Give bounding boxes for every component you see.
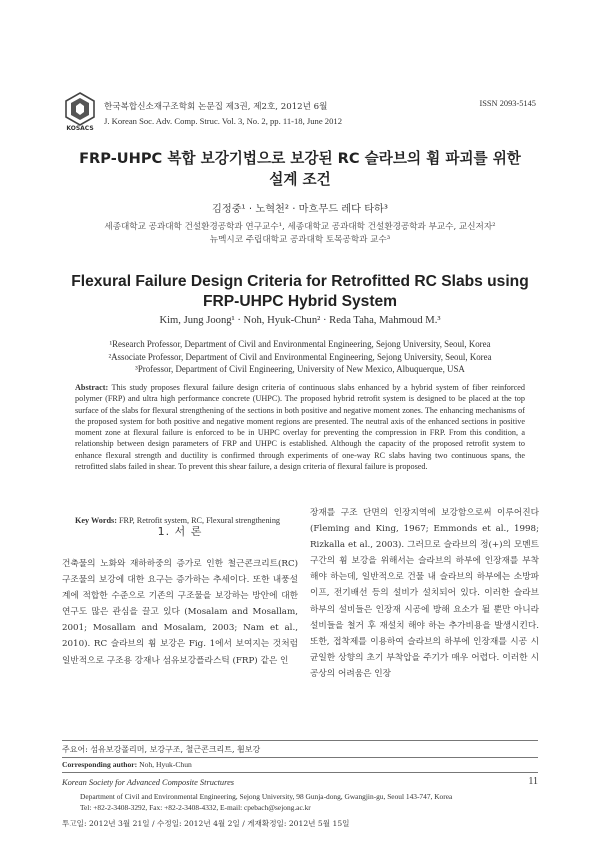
affiliations-kr bbox=[40, 221, 560, 246]
logo-label: KOSACS bbox=[66, 125, 94, 132]
affiliation-kr-line2: 뉴멕시코 주립대학교 공과대학 토목공학과 교수³ bbox=[209, 234, 391, 245]
corresponding-author-label: Corresponding author: bbox=[62, 760, 138, 769]
paper-title-kr bbox=[40, 148, 560, 190]
affiliation-kr-line1: 세종대학교 공과대학 건설환경공학과 연구교수¹, 세종대학교 공과대학 건설환경공학과 부교수, 교신저자² bbox=[104, 222, 496, 232]
body-column-left: 건축물의 노화와 재하하중의 증가로 인한 철근콘크리트(RC) 구조물의 보강에 대한 요구는 증가하는 추세이다. 또한 내풍설계에 적합한 수준으로 기존의 구조물을 보강하는 방안에 대한 연구도 많은 관심을 끌고 있다 (Mosalam and Mosallam, 2001; Mosallam and Mosalam, 2003; Nam et al., 2010). RC 슬라브의 휨 보강은 Fig. 1에서 보여지는 것처럼 일반적으로 구조용 강재나 섬유보강플라스틱 (FRP) 같은 인 bbox=[62, 559, 298, 666]
kosacs-logo bbox=[63, 92, 97, 132]
page-number: 11 bbox=[528, 776, 538, 787]
corresponding-address: Department of Civil and Environmental Engineering, Sejong University, 98 Gunja-dong, Gwangjin-gu, Seoul 143-747, Korea bbox=[80, 792, 453, 801]
body-column-right: 장재를 구조 단면의 인장지역에 보강함으로써 이루어진다 (Fleming and King, 1967; Emmonds et al., 1998; Rizkalla et al., 2003). 그러므로 슬라브의 정(+)의 모멘트 구간의 휨 보강을 위해서는 슬라브의 하부에 인장재를 부착해야 하는데, 일반적으로 건물 내 슬라브의 하부에는 소방파이프, 전기배선 등의 설비가 설치되어 있다. 이러한 슬라브 하부의 설비들은 인장재 시공에 방해 요소가 될 뿐만 아니라 설비들을 철거 후 재설치 해야 하는 추가비용을 발생시킨다. 또한, 접착제를 이용하여 슬라브의 하부에 인장재를 시공 시 균일한 상향의 초기 부착압을 주기가 매우 어렵다. 이러한 시공상의 어려움은 인장 bbox=[310, 508, 539, 679]
corresponding-author-name: Noh, Hyuk-Chun bbox=[139, 760, 192, 769]
paper-title-en bbox=[40, 272, 560, 312]
affiliations-en bbox=[40, 338, 560, 376]
footnote-divider-2 bbox=[62, 757, 538, 758]
corresponding-contact: Tel: +82-2-3408-3292, Fax: +82-2-3408-4332, E-mail: cpebach@sejong.ac.kr bbox=[80, 803, 311, 812]
section-heading-introduction: 1. 서 론 bbox=[157, 525, 203, 538]
affiliation-en-line1: ¹Research Professor, Department of Civil and Environmental Engineering, Sejong University, Seoul, Korea bbox=[109, 339, 491, 349]
submission-dates: 투고일: 2012년 3월 21일 / 수정일: 2012년 4월 2일 / 게재확정일: 2012년 5월 15일 bbox=[62, 819, 350, 828]
corresponding-author bbox=[62, 760, 538, 770]
affiliation-en-line2: ²Associate Professor, Department of Civil and Environmental Engineering, Sejong University, Seoul, Korea bbox=[108, 351, 492, 362]
paper-title-en-line1: Flexural Failure Design Criteria for Retrofitted RC Slabs using bbox=[71, 273, 529, 290]
authors-kr: 김정중¹ · 노혁천² · 마흐무드 레다 타하³ bbox=[212, 204, 388, 215]
authors-en: Kim, Jung Joong¹ · Noh, Hyuk-Chun² · Reda Taha, Mahmoud M.³ bbox=[159, 315, 441, 326]
keywords-text: FRP, Retrofit system, RC, Flexural strengthening bbox=[118, 516, 281, 525]
abstract bbox=[75, 382, 525, 472]
paper-title-en-line2: FRP-UHPC Hybrid System bbox=[202, 293, 398, 310]
paper-title-kr-line2: 설계 조건 bbox=[269, 171, 331, 188]
journal-title-kr: 한국복합신소재구조학회 논문집 제3권, 제2호, 2012년 6월 bbox=[104, 102, 328, 112]
affiliation-en-line3: ³Professor, Department of Civil Engineering, University of New Mexico, Albuquerque, USA bbox=[135, 364, 465, 375]
keywords-label: Key Words: bbox=[75, 516, 117, 525]
page-footer-divider bbox=[62, 772, 538, 773]
abstract-label: Abstract: bbox=[75, 383, 109, 392]
footnote-divider bbox=[62, 740, 538, 741]
journal-title-en: J. Korean Soc. Adv. Comp. Struc. Vol. 3, No. 2, pp. 11-18, June 2012 bbox=[104, 116, 342, 126]
keywords-kr: 주요어: 섬유보강폴리머, 보강구조, 철근콘크리트, 휨보강 bbox=[62, 745, 261, 754]
abstract-text: This study proposes flexural failure design criteria of continuous slabs enhanced by a hybrid system of fiber reinforced polymer (FRP) and ultra high performance concrete (UHPC). The proposed hybrid retrofit system is designed to be placed at the top surface of the slabs for flexural strengthening of the sections in both positive and negative moment zones. The enhancing mechanisms of the proposed system for both positive and negative moment regions are presented. The neutral axis of the enhanced sections in positive moment zone at flexural failure is enforced to be in UHPC overlay for preventing the compression in FRP. From this condition, a relationship between design parameters of FRP and UHPC is established. Although the capacity of the proposed retrofit system to enhance flexural strength and ductility is confirmed through experiments of one-way RC slabs having two continuous spans, the retrofitted slabs failed in shear. To prevent this shear failure, a design criteria of flexural failure is proposed. bbox=[75, 383, 525, 472]
issn: ISSN 2093-5145 bbox=[479, 99, 536, 108]
footer-society: Korean Society for Advanced Composite Structures bbox=[62, 778, 235, 787]
paper-title-kr-line1: FRP-UHPC 복합 보강기법으로 보강된 RC 슬라브의 휨 파괴를 위한 bbox=[79, 150, 521, 167]
